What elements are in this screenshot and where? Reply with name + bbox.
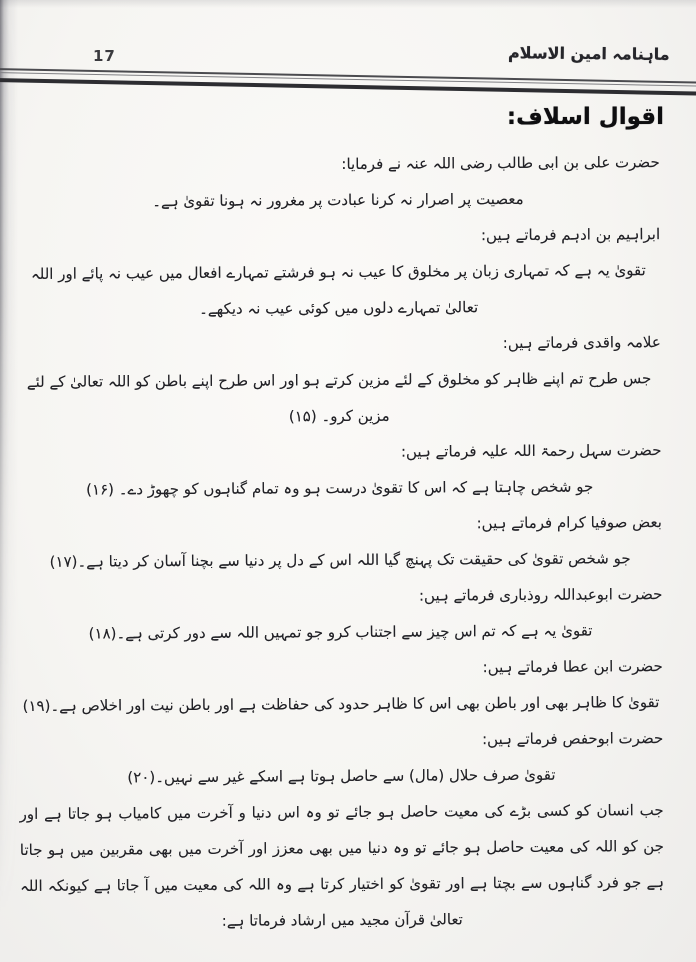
page-number: 17 (93, 47, 116, 65)
section-heading: اقوال اسلاف: (506, 104, 664, 130)
quote-line: جس طرح تم اپنے ظاہر کو مخلوق کے لئے مزین کرتے ہو اور اس طرح اپنے باطن کو اللہ تعالیٰ کے لئے مزین کرو۔ (۱۵) (26, 369, 652, 426)
quote-line: تقویٰ کا ظاہر بھی اور باطن بھی اس کا ظاہر حدود کی حفاظت ہے اور باطن نیت اور اخلاص ہے۔(۱۹) (22, 693, 660, 715)
quote-line: معصیت پر اصرار نہ کرنا عبادت پر مغرور نہ ہونا تقویٰ ہے۔ (152, 189, 524, 211)
header-divider (0, 68, 696, 96)
quote-line: جو شخص تقویٰ کی حقیقت تک پہنچ گیا اللہ اس کے دل پر دنیا سے بچنا آسان کر دیتا ہے۔(۱۷) (49, 549, 631, 571)
speaker-intro-line: ابراہیم بن ادہم فرماتے ہیں: (480, 225, 661, 245)
quote-line: جو شخص چاہتا ہے کہ اس کا تقویٰ درست ہو وہ تمام گناہوں کو چھوڑ دے۔ (۱۶) (86, 477, 594, 499)
closing-paragraph: جب انسان کو کسی بڑے کی معیت حاصل ہو جائے تو وہ اس دنیا و آخرت میں کامیاب ہو جاتا ہے اور جن کو اللہ کی معیت حاصل ہو جائے تو وہ دنیا میں بھی معزز اور آخرت میں بھی مقربین میں ہو جاتا ہے جو فرد گناہوں سے بچتا ہے اور تقویٰ کو اختیار کرتا ہے وہ اللہ کی معیت میں آ جاتا ہے کیونکہ اللہ تعالیٰ قرآن مجید میں ارشاد فرماتا ہے: (19, 801, 665, 930)
speaker-intro-line: حضرت سہل رحمۃ اللہ علیہ فرماتے ہیں: (400, 441, 662, 461)
speaker-intro-line: حضرت ابوعبداللہ روذباری فرماتے ہیں: (418, 585, 663, 605)
quote-line: تقویٰ یہ ہے کہ تم اس چیز سے اجتناب کرو جو تمہیں اللہ سے دور کرتی ہے۔(۱۸) (88, 621, 593, 643)
journal-title: ماہنامہ امین الاسلام (508, 43, 671, 64)
speaker-intro-line: حضرت ابن عطا فرماتے ہیں: (482, 657, 663, 677)
speaker-intro-line: علامہ واقدی فرماتے ہیں: (502, 333, 661, 353)
quote-line: تقویٰ صرف حلال (مال) سے حاصل ہوتا ہے اسکے غیر سے نہیں۔(۲۰) (127, 765, 556, 787)
content-blocks (0, 144, 696, 940)
speaker-intro-line: بعض صوفیا کرام فرماتے ہیں: (476, 513, 662, 533)
speaker-intro-line: حضرت علی بن ابی طالب رضی اللہ عنہ نے فرمایا: (341, 153, 660, 174)
speaker-intro-line: حضرت ابوحفص فرماتے ہیں: (482, 729, 664, 749)
quote-line: تقویٰ یہ ہے کہ تمہاری زبان پر مخلوق کا عیب نہ ہو فرشتے تمہارے افعال میں عیب نہ پائے اور اللہ تعالیٰ تمہارے دلوں میں کوئی عیب نہ دیکھے۔ (30, 261, 646, 318)
